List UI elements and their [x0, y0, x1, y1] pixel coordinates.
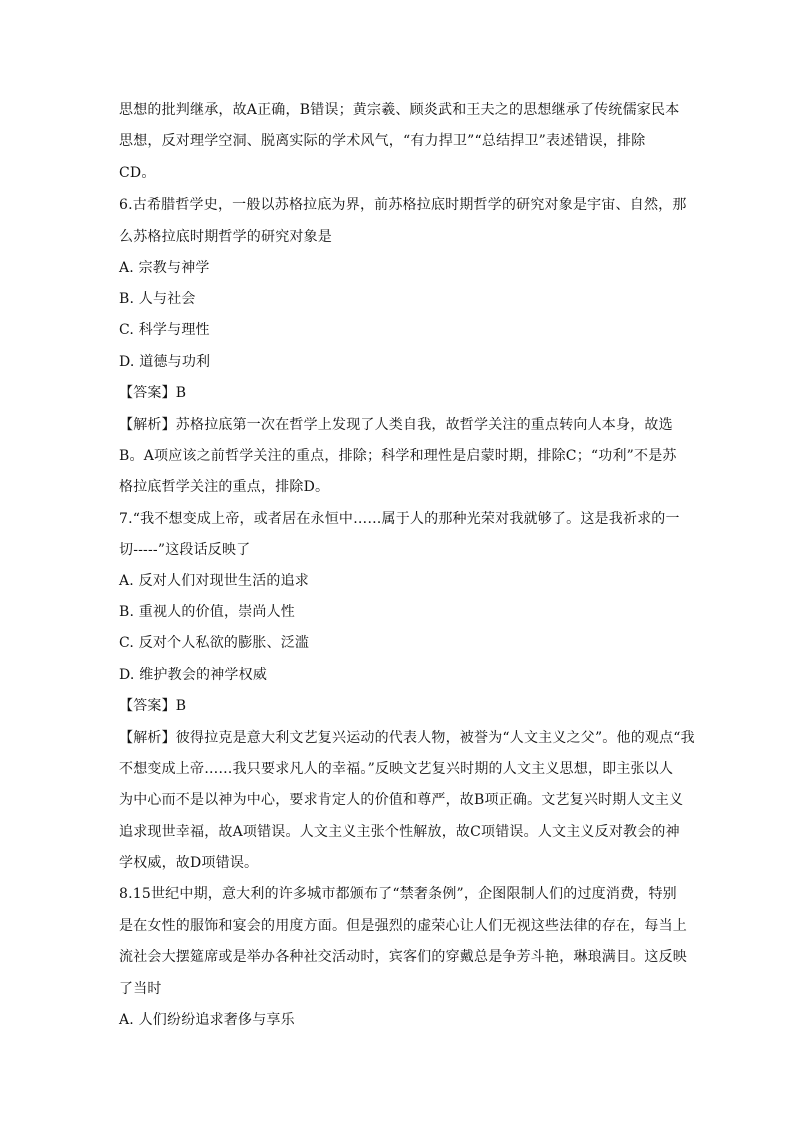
- question-6-analysis: B。A项应该之前哲学关注的重点，排除；科学和理性是启蒙时期，排除C；“功利”不是苏: [119, 448, 677, 464]
- question-6-answer: 【答案】B: [119, 385, 187, 401]
- question-8-stem: 流社会大摆筵席或是举办各种社交活动时，宾客们的穿戴总是争芳斗艳，琳琅满目。这反映: [119, 949, 687, 965]
- question-7-analysis: 不想变成上帝……我只要求凡人的幸福。”反映文艺复兴时期的人文主义思想，即主张以人: [119, 761, 674, 777]
- question-6-option-c: C. 科学与理性: [119, 322, 210, 338]
- question-7-option-b: B. 重视人的价值，崇尚人性: [119, 604, 295, 620]
- question-7-option-a: A. 反对人们对现世生活的追求: [119, 573, 310, 589]
- question-7-answer: 【答案】B: [119, 698, 187, 714]
- question-6-stem: 6.古希腊哲学史，一般以苏格拉底为界，前苏格拉底时期哲学的研究对象是宇宙、自然，那: [119, 197, 687, 213]
- question-8-stem: 是在女性的服饰和宴会的用度方面。但是强烈的虚荣心让人们无视这些法律的存在，每当上: [119, 918, 687, 934]
- question-6-option-d: D. 道德与功利: [119, 354, 211, 370]
- text-line: 思想，反对理学空洞、脱离实际的学术风气，“有力捍卫”“总结捍卫”表述错误，排除: [119, 133, 646, 149]
- question-7-analysis: 为中心而不是以神为中心，要求肯定人的价值和尊严，故B项正确。文艺复兴时期人文主义: [119, 792, 684, 808]
- question-7-stem: 切-----”这段话反映了: [119, 542, 251, 558]
- question-8-stem: 了当时: [119, 981, 162, 997]
- text-line: 思想的批判继承，故A正确，B错误；黄宗羲、顾炎武和王夫之的思想继承了传统儒家民本: [119, 102, 680, 118]
- question-6-analysis: 【解析】苏格拉底第一次在哲学上发现了人类自我，故哲学关注的重点转向人本身，故选: [119, 417, 673, 433]
- question-6-stem: 么苏格拉底时期哲学的研究对象是: [119, 229, 332, 245]
- question-7-option-d: D. 维护教会的神学权威: [119, 667, 268, 683]
- question-7-option-c: C. 反对个人私欲的膨胀、泛滥: [119, 635, 310, 651]
- question-6-option-b: B. 人与社会: [119, 291, 196, 307]
- text-line: CD。: [119, 165, 156, 181]
- question-7-analysis: 学权威，故D项错误。: [119, 855, 259, 871]
- question-7-analysis: 【解析】彼得拉克是意大利文艺复兴运动的代表人物，被誉为“人文主义之父”。他的观点“我: [119, 730, 695, 746]
- question-8-option-a: A. 人们纷纷追求奢侈与享乐: [119, 1012, 295, 1028]
- question-6-analysis: 格拉底哲学关注的重点，排除D。: [119, 479, 330, 495]
- question-7-analysis: 追求现世幸福，故A项错误。人文主义主张个性解放，故C项错误。人文主义反对教会的神: [119, 824, 680, 840]
- question-6-option-a: A. 宗教与神学: [119, 260, 210, 276]
- question-8-stem: 8.15世纪中期，意大利的许多城市都颁布了“禁奢条例”，企图限制人们的过度消费，特别: [119, 886, 677, 902]
- question-7-stem: 7.“我不想变成上帝，或者居在永恒中……属于人的那种光荣对我就够了。这是我祈求的一: [119, 511, 680, 527]
